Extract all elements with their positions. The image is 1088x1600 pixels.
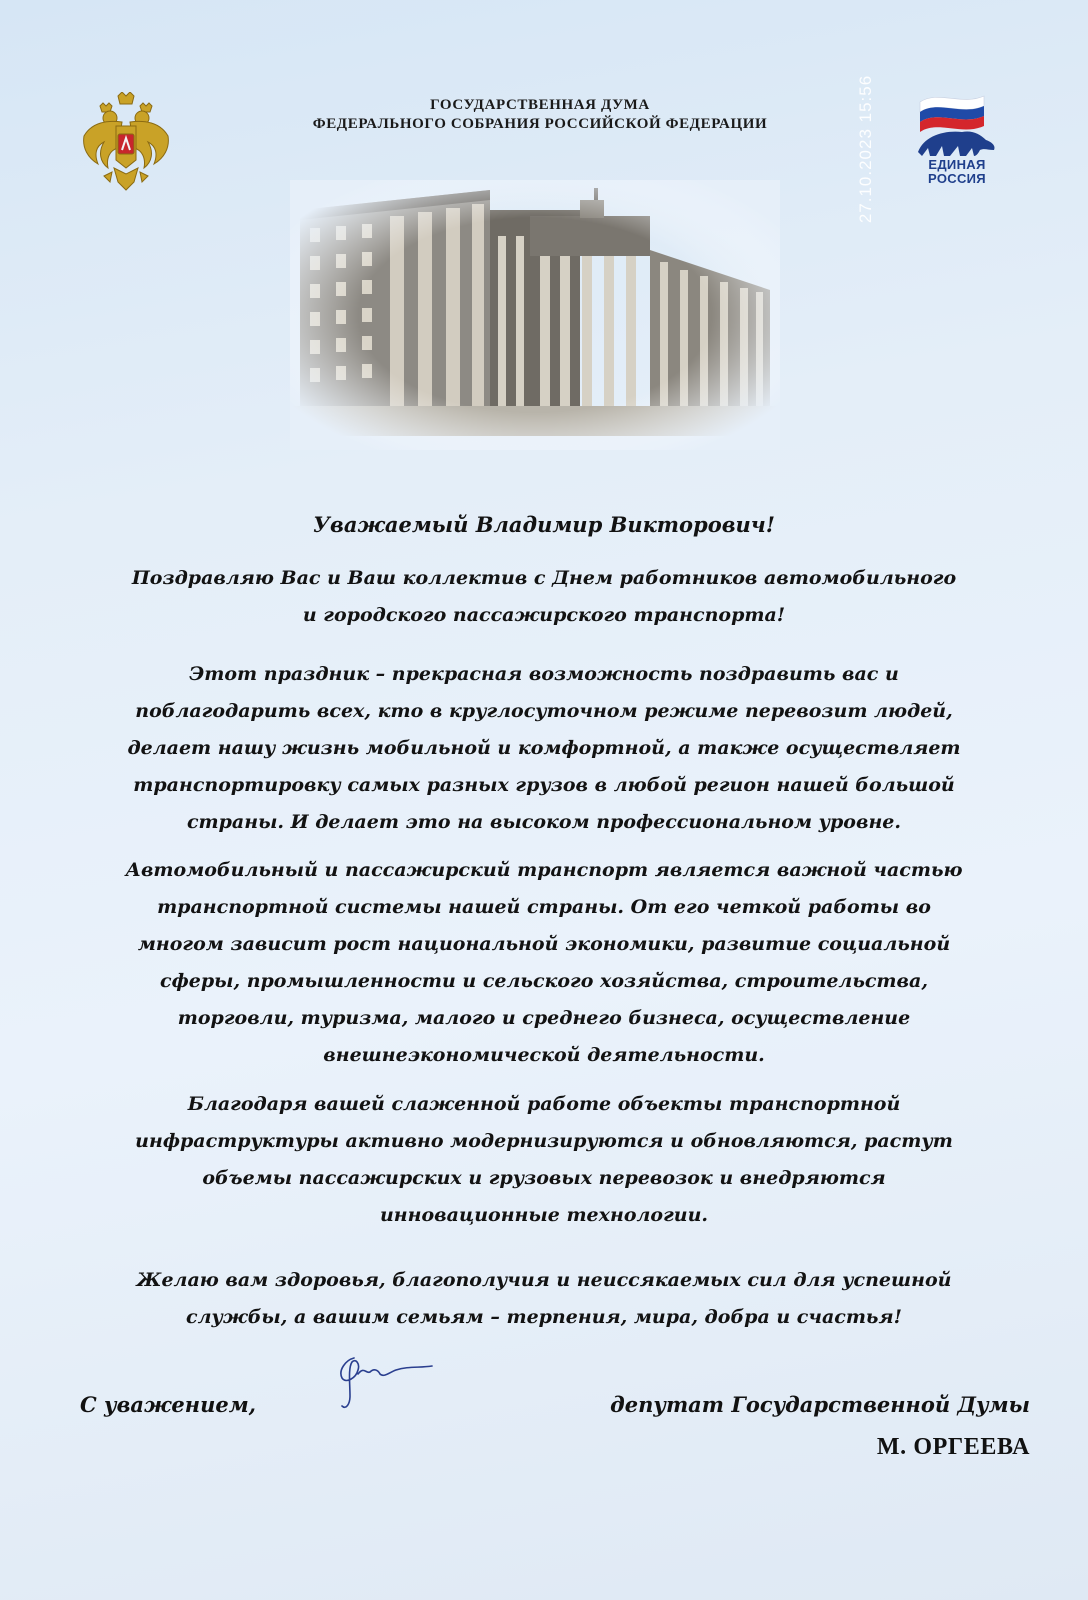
paragraph-line: Этот праздник – прекрасная возможность поздравить вас и <box>189 663 899 685</box>
letter-paragraph <box>60 1086 1028 1234</box>
paragraph-line: транспортировку самых разных грузов в любой регион нашей большой <box>133 774 955 796</box>
paragraph-line: Желаю вам здоровья, благополучия и неиссякаемых сил для успешной <box>136 1269 952 1291</box>
party-name-line1: ЕДИНАЯ <box>928 157 986 172</box>
party-name-line2: РОССИЯ <box>928 171 986 186</box>
paragraph-line: поблагодарить всех, кто в круглосуточном режиме перевозит людей, <box>135 700 953 722</box>
russian-coat-of-arms-icon <box>78 92 174 196</box>
paragraph-line: Автомобильный и пассажирский транспорт является важной частью <box>125 859 963 881</box>
org-name-line1: ГОСУДАРСТВЕННАЯ ДУМА <box>430 97 650 113</box>
signer-position: депутат Государственной Думы <box>610 1392 1030 1417</box>
photo-timestamp <box>856 34 876 264</box>
paragraph-line: и городского пассажирского транспорта! <box>302 604 786 626</box>
signer-name: М. ОРГЕЕВА <box>876 1434 1030 1460</box>
letter-paragraph <box>60 560 1028 634</box>
organization-header <box>240 96 840 134</box>
paragraph-line: страны. И делает это на высоком профессиональном уровне. <box>186 811 902 833</box>
letter-closing: С уважением, <box>80 1392 256 1417</box>
paragraph-line: объемы пассажирских и грузовых перевозок и внедряются <box>202 1167 886 1189</box>
photo-timestamp-text: 27.10.2023 15:56 <box>856 74 875 224</box>
paragraph-line: службы, а вашим семьям – терпения, мира, добра и счастья! <box>186 1306 902 1328</box>
state-duma-building-icon <box>290 180 780 450</box>
letter-salutation: Уважаемый Владимир Викторович! <box>313 512 775 537</box>
paragraph-line: инфраструктуры активно модернизируются и обновляются, растут <box>135 1130 953 1152</box>
paragraph-line: сферы, промышленности и сельского хозяйства, строительства, <box>160 970 928 992</box>
paragraph-line: внешнеэкономической деятельности. <box>323 1044 765 1066</box>
paragraph-line: торговли, туризма, малого и среднего бизнеса, осуществление <box>177 1007 911 1029</box>
paragraph-line: инновационные технологии. <box>379 1204 709 1226</box>
paragraph-line: Благодаря вашей слаженной работе объекты транспортной <box>187 1093 901 1115</box>
letter-paragraph <box>60 852 1028 1074</box>
handwritten-signature-icon <box>324 1344 444 1416</box>
party-name <box>914 158 1000 186</box>
paragraph-line: делает нашу жизнь мобильной и комфортной, а также осуществляет <box>127 737 961 759</box>
letter-paragraph <box>60 1262 1028 1336</box>
letter-paragraph <box>60 656 1028 841</box>
paragraph-line: многом зависит рост национальной экономики, развитие социальной <box>137 933 951 955</box>
paragraph-line: Поздравляю Вас и Ваш коллектив с Днем работников автомобильного <box>131 567 957 589</box>
paragraph-line: транспортной системы нашей страны. От его четкой работы во <box>157 896 931 918</box>
org-name-line2: ФЕДЕРАЛЬНОГО СОБРАНИЯ РОССИЙСКОЙ ФЕДЕРАЦИИ <box>312 116 768 132</box>
